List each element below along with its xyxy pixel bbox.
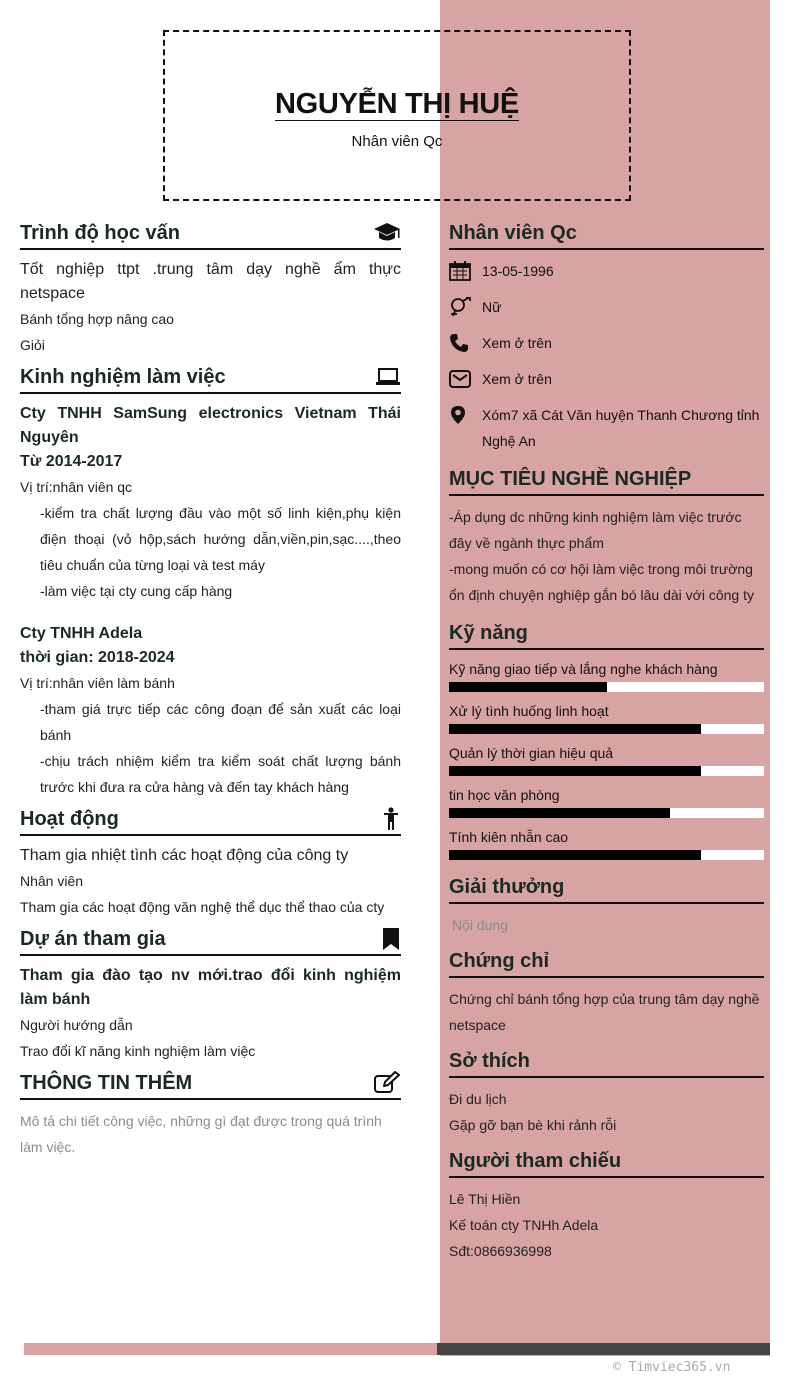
section-title: THÔNG TIN THÊM	[20, 1071, 193, 1094]
skill-bar-fill	[449, 808, 670, 818]
section-title: Nhân viên Qc	[449, 221, 577, 244]
skill-name: Xử lý tình huống linh hoạt	[449, 703, 609, 719]
section-header	[449, 946, 764, 978]
job-detail: -làm việc tại cty cung cấp hàng	[40, 583, 233, 599]
section-title: Sở thích	[449, 1049, 530, 1072]
company-name: Cty TNHH Adela	[20, 625, 143, 642]
section-header	[20, 924, 401, 956]
bookmark-icon	[381, 927, 401, 951]
skill-item	[449, 826, 764, 860]
address-row	[449, 402, 764, 454]
map-marker-icon	[449, 402, 482, 425]
activity-desc: Tham gia các hoạt động văn nghệ thể dục thể thao của cty	[20, 899, 385, 915]
skill-bar-fill	[449, 682, 607, 692]
skill-name: tin học văn phòng	[449, 787, 560, 803]
job-detail: -tham giá trực tiếp các công đoạn để sản xuất các loại bánh	[40, 701, 401, 743]
project-role: Người hướng dẫn	[20, 1017, 133, 1033]
birthday-row	[449, 258, 764, 284]
job-period: Từ 2014-2017	[20, 453, 123, 470]
section-title: Hoạt động	[20, 807, 119, 830]
job-position: Vị trí:nhân viên qc	[20, 479, 133, 495]
gender-row	[449, 294, 764, 320]
skill-bar	[449, 850, 764, 860]
awards-section	[449, 872, 764, 938]
birthday: 13-05-1996	[482, 263, 554, 279]
job-entry	[20, 402, 401, 604]
section-title: Dự án tham gia	[20, 927, 166, 950]
job-period: thời gian: 2018-2024	[20, 649, 175, 666]
address: Xóm7 xã Cát Văn huyện Thanh Chương tỉnh Nghệ An	[482, 407, 760, 449]
activity-name: Tham gia nhiệt tình các hoạt động của công ty	[20, 847, 349, 864]
skill-item	[449, 784, 764, 818]
section-header	[449, 872, 764, 904]
graduation-cap-icon	[373, 221, 401, 245]
section-header	[20, 804, 401, 836]
skill-item	[449, 742, 764, 776]
reference-position: Kế toán cty TNHh Adela	[449, 1217, 599, 1233]
skill-name: Kỹ năng giao tiếp và lắng nghe khách hàng	[449, 661, 718, 677]
skill-item	[449, 658, 764, 692]
certificates-section	[449, 946, 764, 1038]
section-title: Chứng chỉ	[449, 949, 550, 972]
phone-icon	[449, 330, 482, 353]
section-title: Kỹ năng	[449, 621, 528, 644]
calendar-icon	[449, 258, 482, 281]
footer-bar-pink	[24, 1343, 437, 1355]
skill-bar-fill	[449, 766, 701, 776]
envelope-icon	[449, 366, 482, 389]
section-header	[449, 1046, 764, 1078]
skill-bar	[449, 682, 764, 692]
skill-bar	[449, 724, 764, 734]
skill-item	[449, 700, 764, 734]
section-title: Người tham chiếu	[449, 1149, 622, 1172]
skill-bar	[449, 808, 764, 818]
section-header	[449, 1146, 764, 1178]
project-name: Tham gia đào tạo nv mới.trao đổi kinh nghiệm làm bánh	[20, 967, 401, 1008]
candidate-name: NGUYỄN THỊ HUỆ	[275, 88, 519, 120]
person-icon	[381, 807, 401, 831]
job-title: Nhân viên Qc	[351, 133, 443, 150]
section-header	[449, 618, 764, 650]
section-title: MỤC TIÊU NGHỀ NGHIỆP	[449, 467, 692, 490]
objective-section	[449, 464, 764, 608]
reference-name: Lê Thị Hiền	[449, 1191, 521, 1207]
hobby-item: Gặp gỡ bạn bè khi rảnh rỗi	[449, 1117, 617, 1133]
phone-row	[449, 330, 764, 356]
project-desc: Trao đổi kĩ năng kinh nghiệm làm việc	[20, 1043, 256, 1059]
section-header	[20, 1068, 401, 1100]
certificate-text: Chứng chỉ bánh tổng hợp của trung tâm dạy nghề netspace	[449, 991, 760, 1033]
section-header	[449, 218, 764, 250]
email-row	[449, 366, 764, 392]
header-box	[163, 30, 631, 201]
major: Bánh tổng hợp nâng cao	[20, 311, 174, 327]
reference-phone: Sđt:0866936998	[449, 1243, 552, 1259]
section-header	[20, 362, 401, 394]
experience-section	[20, 362, 401, 800]
section-title: Kinh nghiệm làm việc	[20, 365, 226, 388]
objective-line: -mong muốn có cơ hội làm việc trong môi trường ổn định chuyện nghiệp gắn bó lâu dài với công ty	[449, 561, 754, 603]
activities-section	[20, 804, 401, 920]
projects-section	[20, 924, 401, 1064]
job-detail: -kiểm tra chất lượng đầu vào một số linh kiện,phụ kiện điện thoại (vỏ hộp,sách hướng dẫn,viền,pin,sạc....,theo tiêu chuẩn của từng loại và test máy	[40, 505, 401, 573]
section-title: Giải thưởng	[449, 875, 565, 898]
job-entry	[20, 622, 401, 800]
gender: Nữ	[482, 299, 502, 315]
awards-placeholder[interactable]: Nội dung	[452, 917, 509, 933]
references-section	[449, 1146, 764, 1264]
section-header	[449, 464, 764, 496]
personal-info-section	[449, 218, 764, 454]
hobby-item: Đi du lịch	[449, 1091, 507, 1107]
hobbies-section	[449, 1046, 764, 1138]
section-header	[20, 218, 401, 250]
skill-name: Tính kiên nhẫn cao	[449, 829, 569, 845]
job-position: Vị trí:nhân viên làm bánh	[20, 675, 175, 691]
objective-line: -Áp dụng dc những kinh nghiệm làm việc trước đây về ngành thực phẩm	[449, 509, 742, 551]
email: Xem ở trên	[482, 371, 552, 387]
skill-bar	[449, 766, 764, 776]
phone: Xem ở trên	[482, 335, 552, 351]
skills-section	[449, 618, 764, 860]
company-name: Cty TNHH SamSung electronics Vietnam Thái Nguyên	[20, 405, 401, 446]
skill-bar-fill	[449, 850, 701, 860]
laptop-icon	[375, 367, 401, 387]
section-title: Trình độ học vấn	[20, 221, 181, 244]
footer-bar-dark	[437, 1343, 770, 1355]
more-info-section	[20, 1068, 401, 1160]
activity-role: Nhân viên	[20, 873, 84, 889]
grade: Giỏi	[20, 337, 45, 353]
school-name: Tốt nghiệp ttpt .trung tâm dạy nghề ẩm thực netspace	[20, 261, 401, 302]
skill-bar-fill	[449, 724, 701, 734]
gender-icon	[449, 294, 482, 317]
job-detail: -chịu trách nhiệm kiểm tra kiểm soát chất lượng bánh trước khi đưa ra cửa hàng và đến tay khách hàng	[40, 753, 401, 795]
edit-icon	[373, 1071, 401, 1095]
more-info-placeholder[interactable]: Mô tả chi tiết công việc, những gì đạt được trong quá trình làm việc.	[20, 1113, 382, 1155]
skill-name: Quản lý thời gian hiệu quả	[449, 745, 614, 761]
right-column	[449, 218, 764, 1264]
left-column	[20, 218, 401, 1164]
copyright: © Timviec365.vn	[613, 1360, 731, 1375]
education-section	[20, 218, 401, 358]
